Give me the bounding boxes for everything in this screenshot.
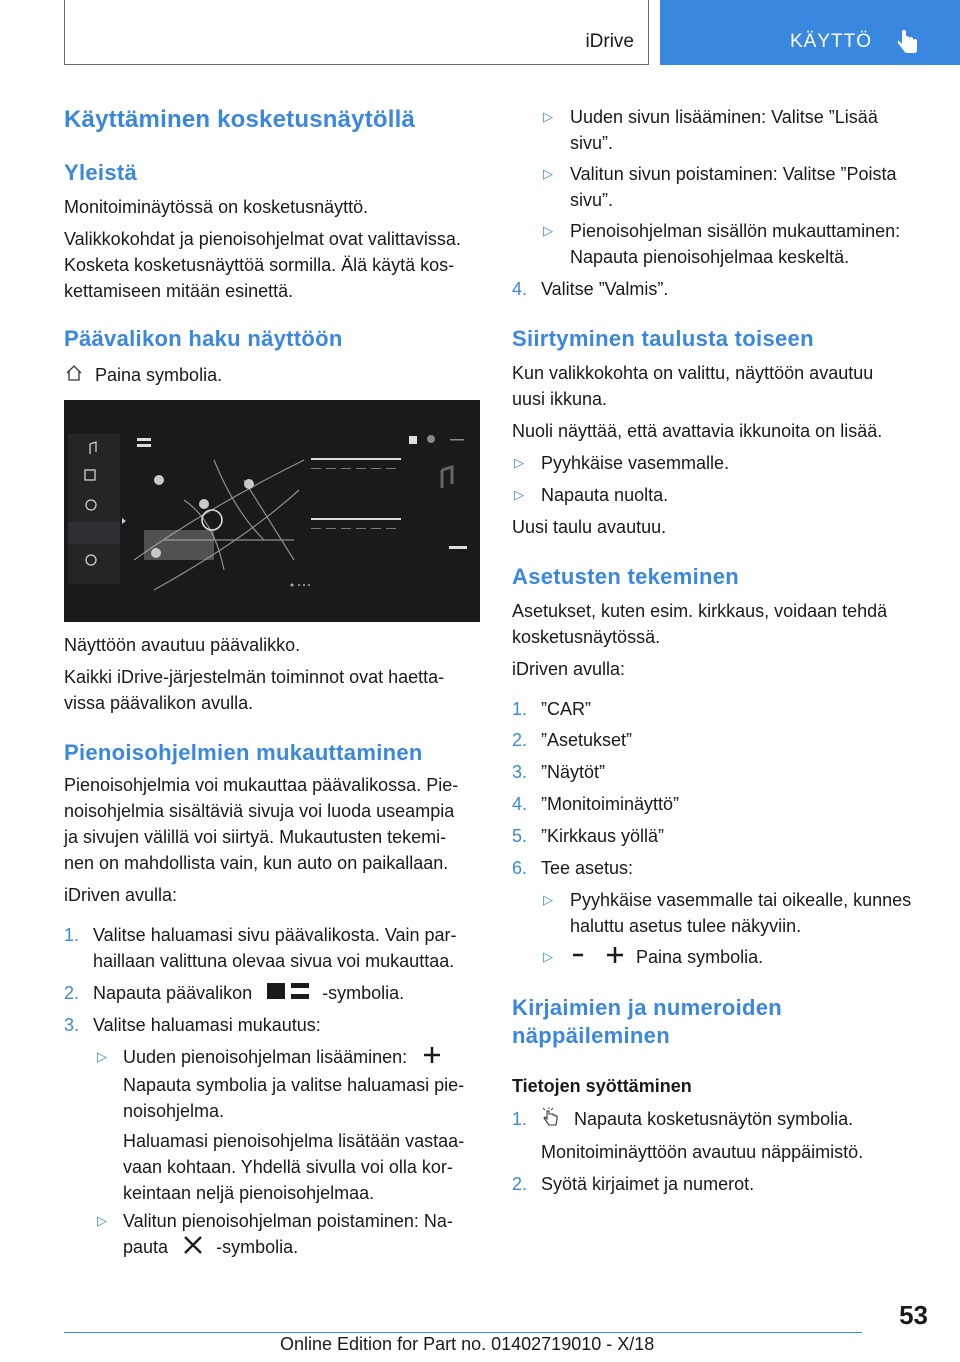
bullet-triangle: ▷ [97,1049,107,1064]
sub-item-add-widget: Uuden pienoisohjelman lisääminen: Napauta symbolia ja valitse haluamasi pie‐ noisohjelma. [123,1044,483,1124]
heading-pienoisohjelmat: Pienoisohjelmien mukauttaminen [64,740,423,765]
step-number: 1. [64,925,80,945]
tiet-step-1: Napauta kosketusnäytön symbolia. [541,1106,853,1134]
yleista-paragraph-1: Monitoiminäytössä on kosketusnäyttö. [64,197,369,217]
widget-menu-icon [267,981,311,1008]
paavalikko-instruction: Paina symbolia. [64,362,222,390]
aset-step-text: ”Asetukset” [541,730,633,750]
siirt-paragraph-3: Uusi taulu avautuu. [512,517,667,537]
idrive-main-menu-image [64,400,480,622]
sub-item-remove-widget: Valitun pienoisohjelman poistaminen: Na‐ pauta -symbolia. [123,1208,483,1262]
siirt-bullet-2: Napauta nuolta. [541,485,669,505]
step-number: 1. [512,1109,528,1129]
bullet-triangle: ▷ [543,109,553,124]
heading-kirjaimet: Kirjaimien ja numeroiden näppäileminen [512,995,783,1048]
home-icon [64,363,84,390]
step-number: 5. [512,826,528,846]
aset-sub-2: Paina symbolia. [570,944,763,972]
header-chapter-label: KÄYTTÖ [790,31,873,52]
heading-tietojen-syottaminen: Tietojen syöttäminen [512,1076,692,1096]
bullet-triangle: ▷ [514,487,524,502]
yleista-paragraph-2: Valikkokohdat ja pienoisohjelmat ovat valittavissa. Kosketa kosketusnäyttöä sormilla. Älä käytä kos‐ kettamiseen mitään esinettä. [64,229,461,301]
heading-paavalikko: Päävalikon haku näyttöön [64,326,343,351]
close-x-icon [183,1235,203,1262]
sub-item-add-page: Uuden sivun lisääminen: Valitse ”Lisää sivu”. [570,107,878,153]
step-2-text: Napauta päävalikon -symbolia. [93,980,404,1008]
hand-touch-icon [896,26,920,59]
step-4-text: Valitse ”Valmis”. [541,279,669,299]
step-number: 4. [512,794,528,814]
aset-paragraph-1: Asetukset, kuten esim. kirkkaus, voidaan tehdä kosketusnäytössä. [512,601,888,647]
after-screen-paragraph-1: Näyttöön avautuu päävalikko. [64,635,301,655]
plus-icon [422,1045,442,1072]
bullet-triangle: ▷ [97,1213,107,1228]
tiet-step-2: Syötä kirjaimet ja numerot. [541,1174,755,1194]
header-section-label: iDrive [585,31,634,52]
tiet-step-1-result: Monitoiminäyttöön avautuu näppäimistö. [541,1142,864,1162]
aset-step-text: Tee asetus: [541,858,634,878]
aset-step-text: ”CAR” [541,699,591,719]
step-number: 2. [512,1174,528,1194]
plus-icon [605,945,625,972]
step-3-text: Valitse haluamasi mukautus: [93,1015,321,1035]
footer-edition: Online Edition for Part no. 01402719010 - X/18 [280,1334,655,1354]
step-1-text: Valitse haluamasi sivu päävalikosta. Vain par‐ haillaan valittuna olevaa sivua voi mukauttaa. [93,925,457,971]
siirt-paragraph-2: Nuoli näyttää, että avattavia ikkunoita on lisää. [512,421,883,441]
aset-step-text: ”Kirkkaus yöllä” [541,826,665,846]
aset-step-text: ”Monitoiminäyttö” [541,794,680,814]
header-chapter-tab [660,0,960,65]
bullet-triangle: ▷ [514,455,524,470]
touch-finger-icon [541,1107,561,1134]
sub-item-customize-widget: Pienoisohjelman sisällön mukauttaminen: Napauta pienoisohjelmaa keskeltä. [570,221,901,267]
pienois-paragraph-1: Pienoisohjelmia voi mukauttaa päävalikossa. Pie‐ noisohjelmia sisältäviä sivuja voi luoda useampia ja sivujen välillä voi siirtyä. Mukautusten tekemi‐ nen on mahdollista vain, kun auto on paikallaan. [64,775,459,873]
step-number: 3. [64,1015,80,1035]
step-number: 4. [512,279,528,299]
step-number: 2. [64,983,80,1003]
aset-step-text: ”Näytöt” [541,762,606,782]
after-screen-paragraph-2: Kaikki iDrive-järjestelmän toiminnot ovat haetta‐ vissa päävalikon avulla. [64,667,445,713]
bullet-triangle: ▷ [543,223,553,238]
sub-item-add-widget-note: Haluamasi pienoisohjelma lisätään vastaa‐ vaan kohtaan. Yhdellä sivulla voi olla kor‐ keintaan neljä pienoisohjelmaa. [123,1131,465,1203]
bullet-triangle: ▷ [543,892,553,907]
aset-sub-1: Pyyhkäise vasemmalle tai oikealle, kunnes haluttu asetus tulee näkyviin. [570,890,912,936]
step-number: 3. [512,762,528,782]
sub-item-remove-page: Valitun sivun poistaminen: Valitse ”Poista sivu”. [570,164,897,210]
step-number: 1. [512,699,528,719]
heading-yleista: Yleistä [64,160,138,185]
page-title: Käyttäminen kosketusnäytöllä [64,106,416,133]
heading-siirtyminen: Siirtyminen taulusta toiseen [512,326,814,351]
page-number: 53 [899,1300,928,1330]
step-number: 6. [512,858,528,878]
footer-divider [64,1332,862,1333]
minus-icon [570,945,586,972]
bullet-triangle: ▷ [543,166,553,181]
heading-asetukset: Asetusten tekeminen [512,564,739,589]
pienois-paragraph-2: iDriven avulla: [64,885,178,905]
step-number: 2. [512,730,528,750]
header-section-box [64,0,649,65]
siirt-bullet-1: Pyyhkäise vasemmalle. [541,453,730,473]
aset-paragraph-2: iDriven avulla: [512,659,626,679]
bullet-triangle: ▷ [543,949,553,964]
siirt-paragraph-1: Kun valikkokohta on valittu, näyttöön avautuu uusi ikkuna. [512,363,874,409]
